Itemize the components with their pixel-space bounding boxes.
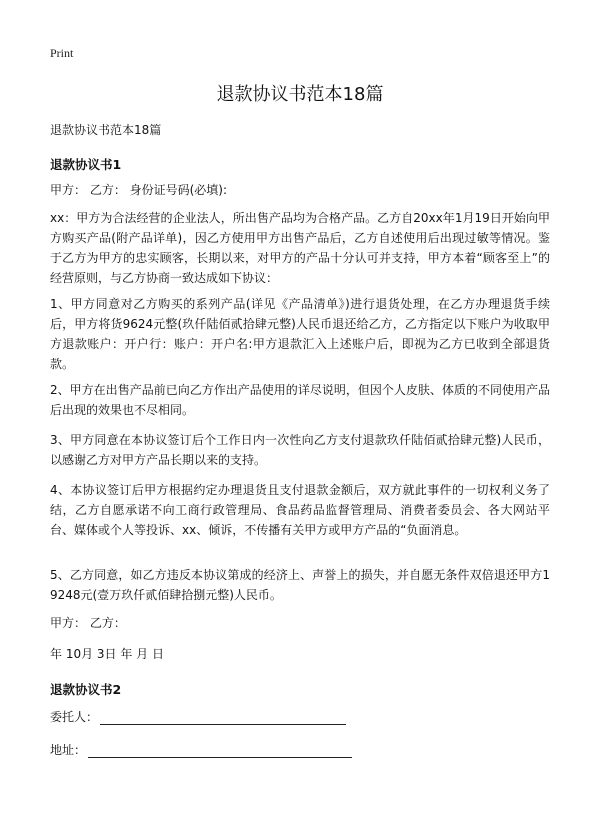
section-heading-2: 退款协议书2 (50, 682, 122, 697)
document-subtitle: 退款协议书范本18篇 (50, 123, 162, 137)
principal-underline (100, 710, 346, 725)
address-label: 地址： (50, 743, 87, 757)
date-line: 年 10月 3日 年 月 日 (50, 647, 164, 661)
address-underline (88, 743, 352, 758)
clause-1: 1、甲方同意对乙方购买的系列产品(详见《产品清单》)进行退货处理，在乙方办理退货手续后，甲方将货9624元整(玖仟陆佰贰拾肆元整)人民币退还给乙方，乙方指定以下账户为收取甲方退款账户：开户行：账户：开户名:甲方退款汇入上述账户后，即视为乙方已收到全部退货款。 (50, 297, 550, 371)
intro-paragraph: xx：甲方为合法经营的企业法人，所出售产品均为合格产品。乙方自20xx年1月19日开始向甲方购买产品(附产品详单)，因乙方使用甲方出售产品后，乙方自述使用后出现过敏等情况。鉴于乙方为甲方的忠实顾客，长期以来，对甲方的产品十分认可并支持，甲方本着“顾客至上”的经营原则，与乙方协商一致达成如下协议： (50, 211, 550, 285)
section-heading-1: 退款协议书1 (50, 157, 122, 172)
parties-line: 甲方： 乙方： 身份证号码(必填): (50, 183, 228, 197)
print-link[interactable]: Print (50, 46, 74, 60)
clause-5: 5、乙方同意，如乙方违反本协议第成的经济上、声誉上的损失，并自愿无条件双倍退还甲方19248元(壹万玖仟贰佰肆拾捌元整)人民币。 (50, 568, 550, 602)
signature-line: 甲方： 乙方： (50, 616, 126, 630)
address-field (50, 741, 352, 758)
principal-label: 委托人： (50, 710, 99, 724)
clause-3: 3、甲方同意在本协议签订后个工作日内一次性向乙方支付退款玖仟陆佰贰拾肆元整)人民币，以感谢乙方对甲方产品长期以来的支持。 (50, 433, 550, 467)
clause-4: 4、本协议签订后甲方根据约定办理退货且支付退款金额后，双方就此事件的一切权利义务了结，乙方自愿承诺不向工商行政管理局、食品药品监督管理局、消费者委员会、各大网站平台、媒体或个人等投诉、xx、倾诉，不传播有关甲方或甲方产品的“负面消息。 (50, 483, 550, 537)
principal-field (50, 708, 346, 725)
document-title: 退款协议书范本18篇 (216, 84, 384, 105)
clause-2: 2、甲方在出售产品前已向乙方作出产品使用的详尽说明，但因个人皮肤、体质的不同使用产品后出现的效果也不尽相同。 (50, 383, 550, 417)
